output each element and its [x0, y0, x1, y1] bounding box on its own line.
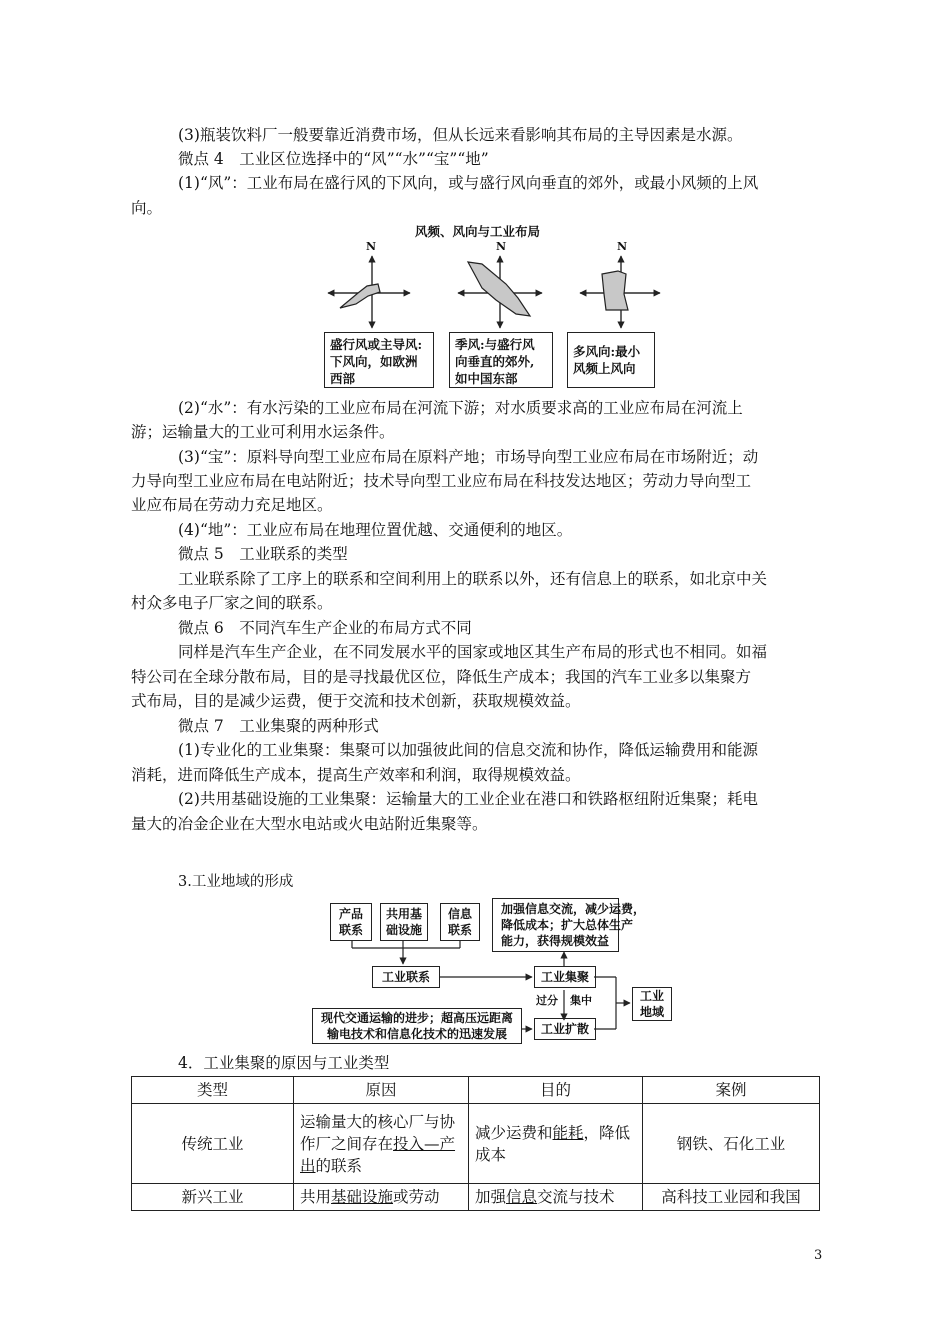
- transport-tech-box: [312, 1008, 522, 1044]
- industrial-region-box: [632, 987, 672, 1021]
- box-text: 共用基: [385, 907, 422, 921]
- table-row: [132, 1104, 820, 1184]
- table-cell-example: 高科技工业园和我国: [643, 1184, 820, 1211]
- wind-figure-title: 风频、风向与工业布局: [415, 224, 541, 239]
- text-line: 工业联系除了工序上的联系和空间利用上的联系以外，还有信息上的联系，如北京中关: [178, 570, 768, 588]
- north-label: N: [496, 240, 507, 253]
- text-line: (4)“地”：工业应布局在地理位置优越、交通便利的地区。: [178, 521, 573, 539]
- wind-caption-box-3: [567, 332, 655, 388]
- cell-text: ，降低成本: [475, 1123, 631, 1164]
- caption-text: 下风向，如欧洲: [330, 354, 418, 369]
- caption-text: 如中国东部: [455, 371, 518, 386]
- section-heading: 微点 7 工业集聚的两种形式: [178, 717, 379, 735]
- cell-text: 加强: [475, 1188, 507, 1206]
- wind-caption-box-1: [324, 332, 434, 388]
- section-heading: 4．工业集聚的原因与工业类型: [178, 1054, 390, 1072]
- caption-text: 向垂直的郊外,: [455, 354, 535, 369]
- north-label: N: [617, 240, 628, 253]
- cell-text: 减少运费和: [475, 1123, 553, 1142]
- box-text: 联系: [338, 923, 363, 937]
- product-link-box: [330, 903, 372, 941]
- table-row: [132, 1184, 820, 1211]
- text-line: 村众多电子厂家之间的联系。: [131, 594, 333, 612]
- section-heading: 微点 6 不同汽车生产企业的布局方式不同: [178, 619, 472, 637]
- box-text: 联系: [447, 923, 472, 937]
- cell-text: 共用: [300, 1188, 332, 1206]
- industrial-link-box: 工业联系: [372, 966, 440, 988]
- text-line: 消耗，进而降低生产成本，提高生产效率和利润，取得规模效益。: [131, 766, 581, 784]
- table-header: 目的: [469, 1077, 643, 1104]
- section-heading: 微点 5 工业联系的类型: [178, 545, 348, 563]
- cell-text: 的联系: [315, 1156, 363, 1175]
- industrial-cluster-box: 工业集聚: [534, 966, 596, 988]
- text-line: (1)专业化的工业集聚：集聚可以加强彼此间的信息交流和协作，降低运输费用和能源: [178, 741, 758, 759]
- box-text: 输电技术和信息化技术的迅速发展: [326, 1027, 507, 1041]
- text-line: 式布局，目的是减少运费，便于交流和技术创新，获取规模效益。: [131, 692, 581, 710]
- table-cell-purpose: [469, 1184, 643, 1211]
- text-line: 向。: [131, 199, 163, 217]
- text-line: (2)共用基础设施的工业集聚：运输量大的工业企业在港口和铁路枢纽附近集聚；耗电: [178, 790, 758, 808]
- caption-text: 盛行风或主导风:: [330, 337, 423, 352]
- table-cell-type: 传统工业: [132, 1104, 294, 1184]
- info-link-box: [440, 903, 480, 941]
- box-text: 产品: [338, 907, 363, 921]
- box-text: 能力，获得规模效益: [501, 934, 610, 948]
- section-heading: 微点 4 工业区位选择中的“风”“水”“宝”“地”: [178, 150, 489, 168]
- text-line: 同样是汽车生产企业，在不同发展水平的国家或地区其生产布局的形式也不相同。如福: [178, 643, 768, 661]
- box-text: 础设施: [385, 923, 422, 937]
- box-text: 现代交通运输的进步；超高压远距离: [320, 1011, 513, 1025]
- box-text: 加强信息交流，减少运费，: [501, 902, 646, 916]
- text-line: (1)“风”：工业布局在盛行风的下风向，或与盛行风向垂直的郊外，或最小风频的上风: [178, 174, 759, 192]
- wind-diagram-2: [458, 256, 542, 328]
- cell-text: 交流与技术: [537, 1188, 615, 1206]
- industrial-cluster-table: [131, 1076, 820, 1211]
- caption-text: 西部: [330, 371, 356, 386]
- table-cell-example: 钢铁、石化工业: [643, 1104, 820, 1184]
- text-line: 量大的冶金企业在大型水电站或火电站附近集聚等。: [131, 815, 488, 833]
- north-label: N: [366, 240, 377, 253]
- underlined-answer: 投入—产出: [300, 1134, 456, 1175]
- excess-label: 过分: [536, 994, 558, 1007]
- text-line: 特公司在全球分散布局，目的是寻找最优区位，降低生产成本；我国的汽车工业多以集聚方: [131, 668, 752, 686]
- underlined-answer: 信息: [506, 1188, 538, 1206]
- text-line: 业应布局在劳动力充足地区。: [131, 496, 333, 514]
- box-text: 工业: [639, 989, 664, 1003]
- wind-diagram-1: [328, 256, 410, 328]
- box-text: 降低成本；扩大总体生产: [501, 918, 634, 932]
- box-text: 信息: [447, 907, 472, 921]
- text-line: (2)“水”：有水污染的工业应布局在河流下游；对水质要求高的工业应布局在河流上: [178, 399, 743, 417]
- concentrate-label: 集中: [570, 994, 592, 1007]
- text-line: (3)“宝”：原料导向型工业应布局在原料产地；市场导向型工业应布局在市场附近；动: [178, 448, 759, 466]
- caption-text: 多风向:最小: [573, 344, 641, 359]
- underlined-answer: 基础设施: [331, 1188, 394, 1206]
- industrial-diffusion-box: 工业扩散: [534, 1018, 596, 1040]
- table-header: 原因: [294, 1077, 469, 1104]
- wind-diagram-3: [580, 256, 660, 328]
- section-heading: 3.工业地域的形成: [178, 874, 294, 890]
- table-header: 类型: [132, 1077, 294, 1104]
- cell-text: 运输量大的核心厂与协作厂之间存在: [300, 1112, 456, 1153]
- table-cell-reason: [294, 1104, 469, 1184]
- shared-infrastructure-box: [380, 903, 428, 941]
- underlined-answer: 能耗: [552, 1123, 584, 1142]
- box-text: 地域: [639, 1005, 664, 1019]
- caption-text: 季风:与盛行风: [455, 337, 535, 352]
- benefit-box: [492, 898, 646, 952]
- page-number: 3: [814, 1248, 823, 1263]
- table-header: 案例: [643, 1077, 820, 1104]
- text-line: 游；运输量大的工业可利用水运条件。: [131, 423, 395, 441]
- text-line: (3)瓶装饮料厂一般要靠近消费市场，但从长远来看影响其布局的主导因素是水源。: [178, 126, 743, 144]
- table-cell-reason: [294, 1184, 469, 1211]
- table-cell-purpose: [469, 1104, 643, 1184]
- table-header-row: [132, 1077, 820, 1104]
- table-cell-type: 新兴工业: [132, 1184, 294, 1211]
- caption-text: 风频上风向: [573, 361, 636, 376]
- cell-text: 或劳动: [393, 1188, 440, 1206]
- text-line: 力导向型工业应布局在电站附近；技术导向型工业应布局在科技发达地区；劳动力导向型工: [131, 472, 752, 490]
- wind-caption-box-2: [449, 332, 553, 388]
